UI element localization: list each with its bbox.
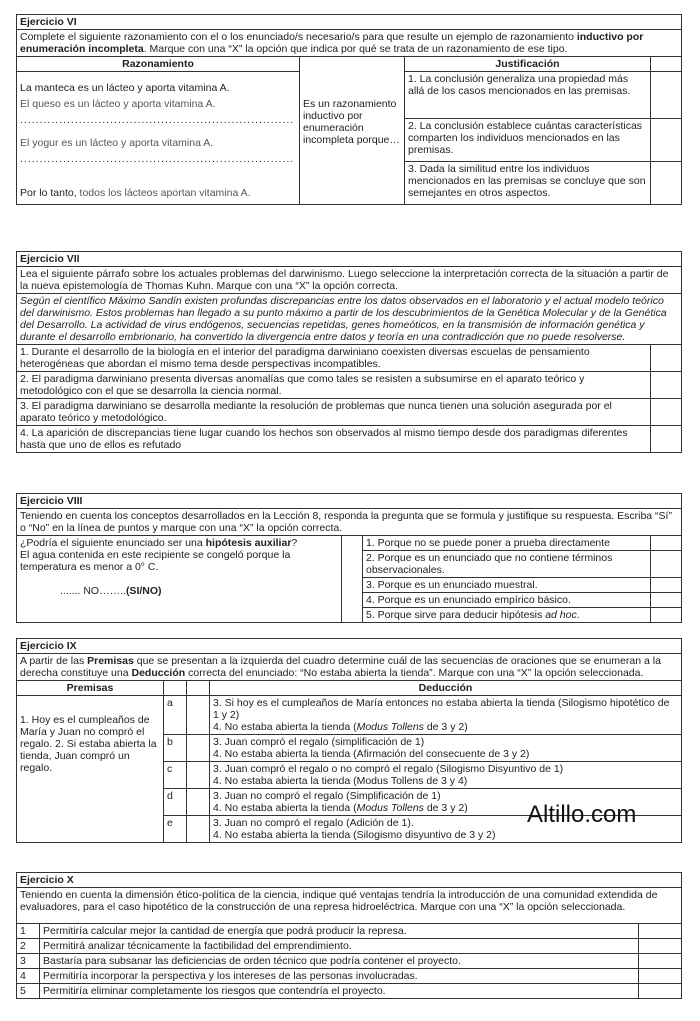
checkbox-o4[interactable]	[651, 593, 682, 608]
checkbox-j3[interactable]	[651, 162, 682, 205]
col-blank	[300, 57, 405, 72]
option-5	[363, 608, 651, 623]
conclusion-lead: Por lo tanto,	[20, 186, 80, 199]
option-1: Permitiría calcular mejor la cantidad de energía que podrá producir la represa.	[40, 924, 639, 939]
exercise-6	[16, 14, 682, 205]
option-3: Bastaría para subsanar las deficiencias de orden técnico que podría contener el proyecto.	[40, 954, 639, 969]
deduction-c-line-2: 4. No estaba abierta la tienda (Modus Tollens de 3 y 4)	[213, 775, 468, 787]
premise-3: El yogur es un lácteo y aporta vitamina A.	[20, 137, 214, 150]
answer-hint: (SI/NO)	[125, 585, 162, 597]
exercise-8-instruction: Teniendo en cuenta los conceptos desarrollados en la Lección 8, responda la pregunta que se formula y justifique su respuesta. Escriba “Sí” o “No” en la línea de puntos y marque con una “X” la opción correcta.	[17, 509, 682, 536]
option-4: 4. La aparición de discrepancias tiene lugar cuando los hechos son observados al mismo tiempo desde dos paradigmas diferentes hasta que uno de ellos es refutado	[17, 426, 651, 453]
checkbox-o3[interactable]	[639, 954, 682, 969]
deduction-a-line-2	[213, 721, 678, 733]
checkbox-o1[interactable]	[651, 345, 682, 372]
option-number: 5	[17, 984, 40, 999]
option-number: 2	[17, 939, 40, 954]
option-3: 3. El paradigma darwiniano se desarrolla mediante la resolución de problemas que nunca tienen una solución asegurada por el aparato teórico y metodológico.	[17, 399, 651, 426]
deduction-d-line-1: 3. Juan no compró el regalo (Simplificación de 1)	[213, 790, 441, 802]
option-5: Permitiría eliminar completamente los riesgos que contendría el proyecto.	[40, 984, 639, 999]
col-box	[187, 681, 210, 696]
option-5-italic: ad hoc	[545, 609, 577, 621]
option-4: Permitiría incorporar la perspectiva y los intereses de las personas involucradas.	[40, 969, 639, 984]
razonamiento-cell	[17, 72, 300, 205]
justification-3: 3. Dada la similitud entre los individuos mencionados en las premisas se concluye que son semejantes en otros aspectos.	[405, 162, 651, 205]
answer-line[interactable]	[20, 585, 338, 597]
option-number: 3	[17, 954, 40, 969]
letter-d: d	[164, 789, 187, 816]
instruction-text: correcta del enunciado: “No estaba abierta la tienda”. Marque con una “X” la opción seleccionada.	[185, 667, 644, 679]
deduction-c	[210, 762, 682, 789]
exercise-7-title: Ejercicio VII	[17, 252, 682, 267]
justification-1: 1. La conclusión generaliza una propiedad más allá de los casos mencionados en las premisas.	[405, 72, 651, 119]
deduction-text: de 3 y 2)	[423, 721, 468, 733]
question-cell	[17, 536, 342, 623]
exercise-7-instruction: Lea el siguiente párrafo sobre los actuales problemas del darwinismo. Luego seleccione la interpretación correcta de la situación a partir de la nueva epistemología de Thomas Kuhn. Marque con una “X” la opción correcta.	[17, 267, 682, 294]
letter-b: b	[164, 735, 187, 762]
deduction-e-line-2: 4. No estaba abierta la tienda (Silogismo disyuntivo de 3 y 2)	[213, 829, 496, 841]
exercise-6-instruction	[17, 30, 682, 57]
col-razonamiento: Razonamiento	[17, 57, 300, 72]
header-box	[651, 57, 682, 72]
letter-c: c	[164, 762, 187, 789]
col-deduccion: Deducción	[210, 681, 682, 696]
statement: El agua contenida en este recipiente se congeló porque la temperatura es menor a 0° C.	[20, 549, 291, 573]
exercise-10-instruction: Teniendo en cuenta la dimensión ético-política de la ciencia, indique qué ventajas tendría la introducción de una comunidad extendida de evaluadores, para el caso hipotético de la construcción de una represa hidroeléctrica. Marque con una “X” la opción seleccionada.	[17, 888, 682, 924]
instruction-text: A partir de las	[20, 655, 88, 667]
instruction-text: Complete el siguiente razonamiento con el o los enunciado/s necesario/s para que resulte un ejemplo de razonamiento	[20, 31, 574, 43]
premise-2: El queso es un lácteo y aporta vitamina A.	[20, 97, 216, 110]
answer-text: ....... NO……..	[60, 585, 126, 597]
deduction-text: de 3 y 2)	[423, 802, 468, 814]
option-2: Permitirá analizar técnicamente la factibilidad del emprendimiento.	[40, 939, 639, 954]
question	[20, 537, 338, 549]
option-1: 1. Porque no se puede poner a prueba directamente	[363, 536, 651, 551]
answer-line-2[interactable]: ......................................................................	[20, 153, 295, 165]
deduction-italic: Modus Tollens	[356, 721, 424, 733]
deduction-italic: Modus Tollens	[356, 802, 424, 814]
option-number: 4	[17, 969, 40, 984]
exercise-7	[16, 251, 682, 453]
option-2: 2. El paradigma darwiniano presenta diversas anomalías que como tales se resisten a subsumirse en el aparato teórico y metodológico con el que se desarrolla la ciencia normal.	[17, 372, 651, 399]
exercise-10	[16, 872, 682, 999]
exercise-6-title: Ejercicio VI	[17, 15, 682, 30]
instruction-bold: inductivo por enumeración incompleta	[20, 31, 644, 55]
checkbox-o2[interactable]	[651, 372, 682, 399]
checkbox-o4[interactable]	[639, 969, 682, 984]
checkbox-j1[interactable]	[651, 72, 682, 119]
mid-text: Es un razonamiento inductivo por enumeración incompleta porque…	[300, 72, 405, 205]
exercise-9-title: Ejercicio IX	[17, 639, 682, 654]
col-justificacion: Justificación	[405, 57, 651, 72]
checkbox-o1[interactable]	[639, 924, 682, 939]
premise-1: La manteca es un lácteo y aporta vitamina A.	[20, 82, 230, 94]
checkbox-o5[interactable]	[639, 984, 682, 999]
answer-line-1[interactable]: ......................................................................	[20, 113, 295, 126]
conclusion-text: todos los lácteos aportan vitamina A.	[79, 186, 251, 199]
option-4: 4. Porque es un enunciado empírico básico.	[363, 593, 651, 608]
checkbox-b[interactable]	[187, 735, 210, 762]
deduction-b-line-2: 4. No estaba abierta la tienda (Afirmación del consecuente de 3 y 2)	[213, 748, 530, 760]
instruction-bold: Deducción	[131, 667, 186, 679]
checkbox-o5[interactable]	[651, 608, 682, 623]
checkbox-c[interactable]	[187, 762, 210, 789]
justification-2: 2. La conclusión establece cuántas características comparten los individuos mencionados en las premisas.	[405, 119, 651, 162]
deduction-e-line-1: 3. Juan no compró el regalo (Adición de 1).	[213, 817, 414, 829]
deduction-b-line-1: 3. Juan compró el regalo (simplificación de 1)	[213, 736, 425, 748]
question-bold: hipótesis auxiliar	[205, 537, 292, 549]
checkbox-a[interactable]	[187, 696, 210, 735]
option-number: 1	[17, 924, 40, 939]
question-text: ¿Podría el siguiente enunciado ser una	[20, 537, 206, 549]
exercise-8-title: Ejercicio VIII	[17, 494, 682, 509]
checkbox-e[interactable]	[187, 816, 210, 843]
checkbox-o2[interactable]	[651, 551, 682, 578]
letter-e: e	[164, 816, 187, 843]
option-3: 3. Porque es un enunciado muestral.	[363, 578, 651, 593]
instruction-bold: Premisas	[87, 655, 134, 667]
option-2: 2. Porque es un enunciado que no contiene términos observacionales.	[363, 551, 651, 578]
exercise-7-quote: Según el científico Máximo Sandín existen profundas discrepancias entre los datos observados en el laboratorio y el actual modelo teórico del darwinismo. Estos problemas han llegado a su punto máximo a partir de los descubrimientos de la Genética Molecular y de la Genética del Desarrollo. La actividad de virus endógenos, secuencias repetidas, genes homeóticos, en la transmisión de información genética y durante el desarrollo embrionario, ha convertido la divergencia entre datos y teoría en una contradicción que no puede resolverse.	[17, 294, 682, 345]
checkbox-o4[interactable]	[651, 426, 682, 453]
checkbox-o1[interactable]	[651, 536, 682, 551]
checkbox-o3[interactable]	[651, 399, 682, 426]
option-1: 1. Durante el desarrollo de la biología en el interior del paradigma darwiniano coexisten diversas escuelas de pensamiento heterogéneas que abordan el mismo tema desde perspectivas incompatibles.	[17, 345, 651, 372]
deduction-a	[210, 696, 682, 735]
instruction-text: . Marque con una “X” la opción que indica por qué se trata de un razonamiento de ese tipo.	[143, 43, 568, 55]
premisas-cell: 1. Hoy es el cumpleaños de María y Juan no compró el regalo. 2. Si estaba abierta la tienda, Juan compró un regalo.	[17, 696, 164, 843]
exercise-10-title: Ejercicio X	[17, 873, 682, 888]
deduction-b	[210, 735, 682, 762]
checkbox-o3[interactable]	[651, 578, 682, 593]
deduction-c-line-1: 3. Juan compró el regalo o no compró el regalo (Silogismo Disyuntivo de 1)	[213, 763, 564, 775]
deduction-text: 4. No estaba abierta la tienda (	[213, 721, 357, 733]
spacer-cell	[342, 536, 363, 623]
checkbox-o2[interactable]	[639, 939, 682, 954]
instruction-text: que se presentan a la izquierda del cuadro determine cuál de las secuencias de oraciones que se enumeran a la derecha constituye una	[20, 655, 661, 679]
exercise-8	[16, 493, 682, 623]
checkbox-d[interactable]	[187, 789, 210, 816]
conclusion	[20, 186, 296, 202]
col-premisas: Premisas	[17, 681, 164, 696]
deduction-text: 4. No estaba abierta la tienda (	[213, 802, 357, 814]
option-5-text: .	[576, 609, 580, 621]
option-5-text: 5. Porque sirve para deducir hipótesis	[366, 609, 546, 621]
watermark: Altillo.com	[527, 801, 637, 828]
exercise-9-instruction	[17, 654, 682, 681]
deduction-a-line-1: 3. Si hoy es el cumpleaños de María entonces no estaba abierta la tienda (Silogismo hipotético de 1 y 2)	[213, 697, 670, 721]
checkbox-j2[interactable]	[651, 119, 682, 162]
question-text: ?	[291, 537, 298, 549]
letter-a: a	[164, 696, 187, 735]
col-letter	[164, 681, 187, 696]
